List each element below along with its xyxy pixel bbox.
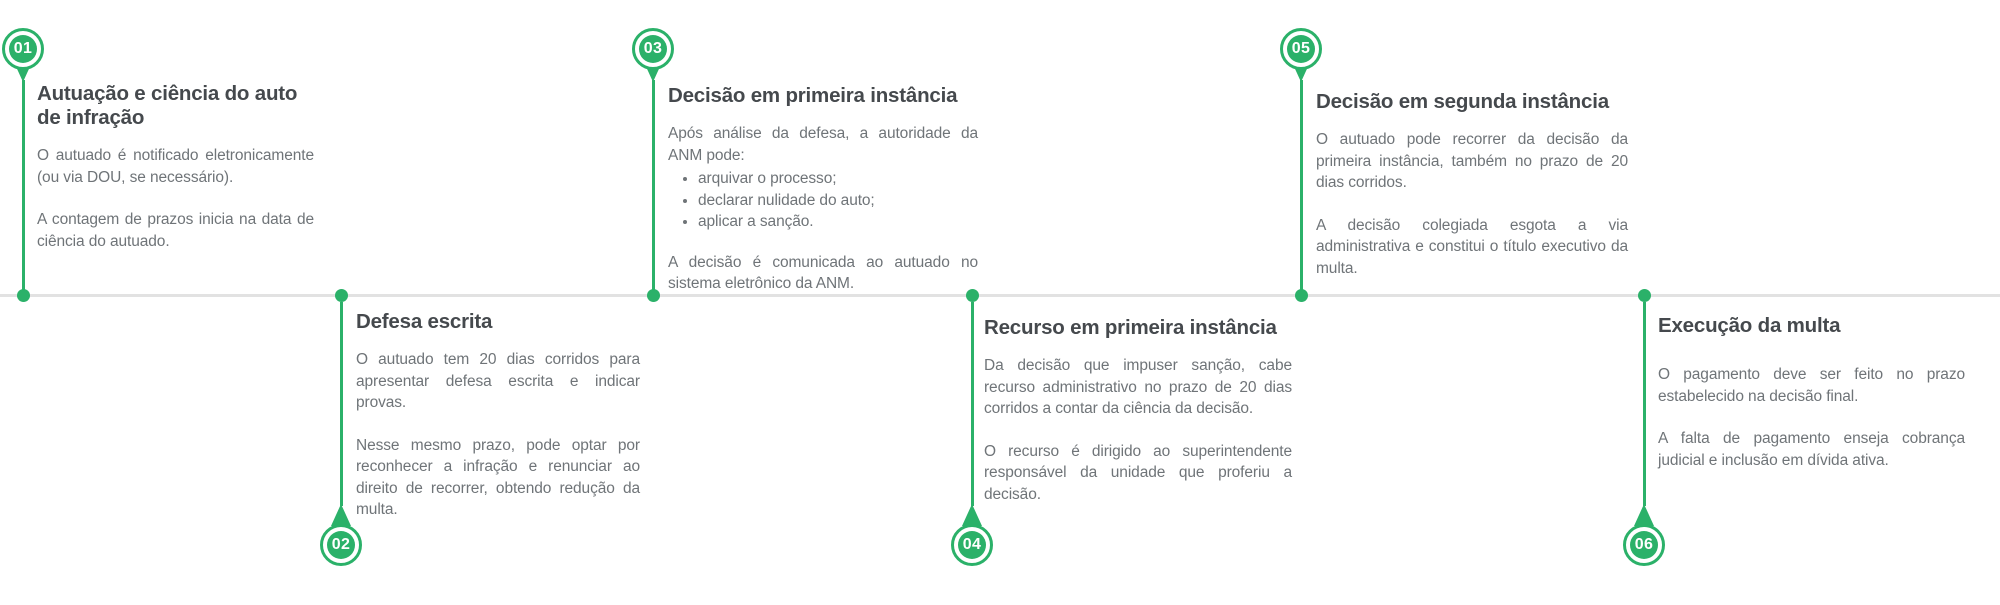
step-02-paragraph-1: O autuado tem 20 dias corridos para apresentar defesa escrita e indicar provas. bbox=[356, 351, 640, 411]
step-01-marker bbox=[2, 28, 44, 70]
step-02-content bbox=[356, 310, 640, 521]
timeline-axis bbox=[0, 294, 2000, 297]
step-05-marker bbox=[1280, 28, 1322, 70]
step-01-content bbox=[37, 82, 314, 252]
step-04-paragraph-2: O recurso é dirigido ao superintendente responsável da unidade que proferiu a decisão. bbox=[984, 442, 1292, 503]
step-04-content bbox=[984, 316, 1292, 505]
step-03-content bbox=[668, 84, 978, 295]
step-06-marker bbox=[1623, 524, 1665, 566]
step-02-connector-line bbox=[340, 302, 343, 506]
step-01-title: Autuação e ciência do auto de infração bbox=[37, 82, 298, 129]
step-04-connector-line bbox=[971, 302, 974, 506]
step-02-pin-tail bbox=[331, 504, 351, 526]
step-02-paragraph-2: Nesse mesmo prazo, pode optar por reconhecer a infração e renunciar ao direito de recorrer, obtendo redução da multa. bbox=[356, 436, 640, 518]
step-05-connector-line bbox=[1300, 80, 1303, 292]
step-04-number: 04 bbox=[958, 531, 986, 559]
step-03-bullet-2: • declarar nulidade do auto; bbox=[698, 190, 978, 212]
step-01-paragraph-2: A contagem de prazos inicia na data de ciência do autuado. bbox=[37, 211, 314, 250]
step-02-number: 02 bbox=[327, 531, 355, 559]
step-05-paragraph-1: O autuado pode recorrer da decisão da primeira instância, também no prazo de 20 dias corridos. bbox=[1316, 131, 1628, 191]
step-02-title: Defesa escrita bbox=[356, 310, 493, 333]
step-06-connector-line bbox=[1643, 302, 1646, 506]
step-04-marker bbox=[951, 524, 993, 566]
step-06-pin-tail bbox=[1634, 504, 1654, 526]
step-03-bullet-list bbox=[668, 168, 978, 233]
step-05-pin-tail bbox=[1291, 60, 1311, 82]
step-05-number: 05 bbox=[1287, 35, 1315, 63]
step-01-connector-line bbox=[22, 80, 25, 292]
step-06-paragraph-1: O pagamento deve ser feito no prazo estabelecido na decisão final. bbox=[1658, 366, 1965, 405]
step-04-pin-tail bbox=[962, 504, 982, 526]
step-03-marker bbox=[632, 28, 674, 70]
step-01-pin-tail bbox=[13, 60, 33, 82]
step-03-connector-line bbox=[652, 80, 655, 292]
step-01-number: 01 bbox=[9, 35, 37, 63]
step-03-title: Decisão em primeira instância bbox=[668, 84, 958, 107]
step-01-paragraph-1: O autuado é notificado eletronicamente (ou via DOU, se necessário). bbox=[37, 147, 314, 186]
step-04-paragraph-1: Da decisão que impuser sanção, cabe recurso administrativo no prazo de 20 dias corridos a contar da ciência da decisão. bbox=[984, 357, 1292, 417]
step-03-bullet-3: • aplicar a sanção. bbox=[698, 211, 978, 233]
step-04-title: Recurso em primeira instância bbox=[984, 316, 1277, 339]
step-05-title: Decisão em segunda instância bbox=[1316, 90, 1609, 113]
step-02-marker bbox=[320, 524, 362, 566]
step-03-bullet-1: • arquivar o processo; bbox=[698, 168, 978, 190]
step-05-content bbox=[1316, 90, 1628, 279]
step-03-pin-tail bbox=[643, 60, 663, 82]
step-06-title: Execução da multa bbox=[1658, 314, 1841, 337]
step-03-paragraph-2: A decisão é comunicada ao autuado no sistema eletrônico da ANM. bbox=[668, 253, 978, 292]
step-03-paragraph-1: Após análise da defesa, a autoridade da ANM pode: bbox=[668, 125, 978, 164]
step-06-content bbox=[1658, 314, 1965, 471]
step-05-paragraph-2: A decisão colegiada esgota a via administrativa e constitui o título executivo da multa. bbox=[1316, 216, 1628, 277]
step-06-paragraph-2: A falta de pagamento enseja cobrança judicial e inclusão em dívida ativa. bbox=[1658, 430, 1965, 469]
step-03-number: 03 bbox=[639, 35, 667, 63]
step-06-number: 06 bbox=[1630, 531, 1658, 559]
